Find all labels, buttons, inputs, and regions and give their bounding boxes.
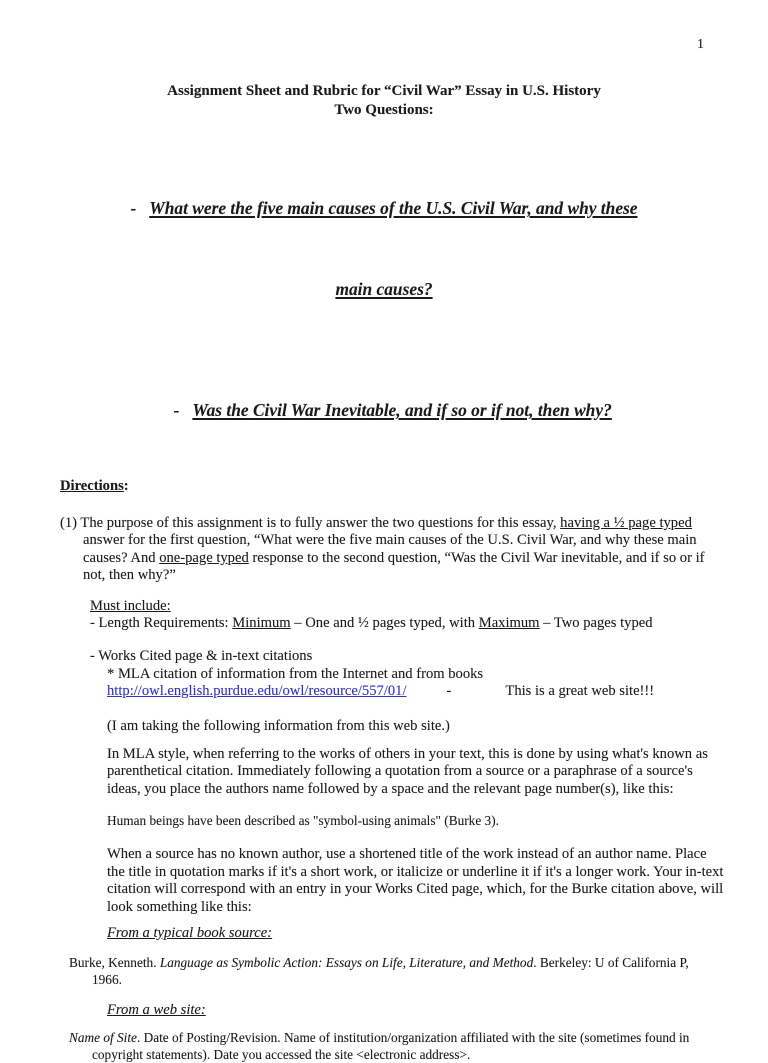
directions-heading	[60, 477, 768, 495]
book-citation-publisher: . Berkeley: U of California P,	[533, 954, 689, 970]
book-source-heading: From a typical book source:	[107, 924, 273, 941]
source-note: (I am taking the following information from this web site.)	[107, 717, 450, 734]
question-1-text-line-1: What were the five main causes of the U.S. Civil War, and why these	[149, 198, 638, 218]
purdue-owl-link[interactable]: http://owl.english.purdue.edu/owl/resource/557/01/	[107, 683, 407, 700]
length-requirements-start: - Length Requirements:	[90, 615, 233, 632]
mla-citation-line: * MLA citation of information from the Internet and from books	[107, 665, 484, 682]
half-page-typed-underline: having a ½ page typed	[560, 515, 692, 531]
question-2-text: Was the Civil War Inevitable, and if so or if not, then why?	[192, 400, 612, 420]
page-number: 1	[697, 37, 704, 52]
works-cited-line: - Works Cited page & in-text citations	[90, 648, 313, 665]
no-author-line-2: the title in quotation marks if it's a short work, or italicize or underline it if it's a longer work. Your in-text	[107, 863, 724, 880]
purpose-line-3-end: response to the second question, “Was the Civil War inevitable, and if so or if	[248, 549, 705, 566]
length-requirements-line	[90, 615, 768, 632]
purpose-line-2: answer for the first question, “What were the five main causes of the U.S. Civil War, and why these main	[83, 532, 697, 549]
web-citation-line-1	[69, 1029, 768, 1046]
book-citation-line-2: 1966.	[92, 971, 122, 987]
question-1-dash: -	[130, 198, 137, 218]
mla-style-paragraph	[0, 746, 768, 798]
book-citation-line-1	[69, 954, 768, 971]
website-comment: This is a great web site!!!	[505, 683, 655, 700]
web-citation-line-2: copyright statements). Date you accessed the site <electronic address>.	[92, 1046, 471, 1062]
web-citation-rest: . Date of Posting/Revision. Name of institution/organization affiliated with the site (sometimes found in	[136, 1029, 690, 1045]
no-author-line-1: When a source has no known author, use a shortened title of the work instead of an author name. Place	[107, 846, 707, 863]
must-include-section	[0, 598, 768, 633]
directions-heading-colon: :	[123, 478, 129, 494]
in-text-citation-example: Human beings have been described as "symbol-using animals" (Burke 3).	[107, 813, 499, 829]
no-author-line-4: look something like this:	[107, 898, 252, 915]
works-cited-section	[0, 648, 768, 700]
title-line-2: Two Questions:	[334, 102, 434, 118]
question-1-line-1	[0, 195, 768, 222]
mla-style-line-1: In MLA style, when referring to the works of others in your text, this is done by using what's known as	[107, 746, 708, 763]
essay-question-2	[0, 370, 768, 451]
site-name-italic: Name of Site	[69, 1029, 137, 1045]
book-citation-author: Burke, Kenneth.	[69, 954, 160, 970]
purpose-line-1-text: (1) The purpose of this assignment is to fully answer the two questions for this essay,	[60, 515, 561, 531]
question-1-line-2	[0, 276, 768, 303]
mla-style-line-3: ideas, you place the authors name followed by a space and the relevant page number(s), like this:	[107, 780, 674, 797]
mla-style-line-2: parenthetical citation. Immediately following a quotation from a source or a paraphrase of a source's	[107, 763, 693, 780]
purpose-line-1	[60, 515, 768, 532]
must-include-heading	[90, 598, 768, 615]
dash-separator: -	[446, 683, 452, 700]
book-title-italic: Language as Symbolic Action: Essays on Life, Literature, and Method	[159, 954, 534, 970]
length-requirements-end: – Two pages typed	[539, 615, 653, 632]
no-author-paragraph	[0, 846, 768, 916]
document-title	[0, 82, 768, 120]
purpose-paragraph	[0, 515, 768, 585]
length-requirements-mid: – One and ½ pages typed, with	[290, 615, 479, 632]
minimum-underline: Minimum	[232, 615, 291, 632]
purpose-line-3	[83, 550, 768, 567]
no-author-line-3: citation will correspond with an entry in your Works Cited page, which, for the Burke citation above, will	[107, 881, 724, 898]
book-citation	[0, 954, 768, 988]
question-2-dash: -	[173, 400, 180, 420]
essay-question-1	[0, 141, 768, 357]
web-source-heading: From a web site:	[107, 1001, 206, 1018]
title-line-1: Assignment Sheet and Rubric for “Civil War” Essay in U.S. History	[167, 83, 601, 99]
question-1-text-line-2: main causes?	[335, 279, 433, 299]
one-page-typed-underline: one-page typed	[159, 549, 249, 566]
must-include-heading-text: Must include:	[90, 597, 171, 614]
purpose-line-4: not, then why?”	[83, 567, 176, 584]
purpose-line-3-start: causes? And	[83, 549, 160, 566]
url-line	[107, 683, 768, 700]
directions-heading-label: Directions	[60, 478, 124, 494]
maximum-underline: Maximum	[478, 615, 540, 632]
web-citation	[0, 1029, 768, 1063]
